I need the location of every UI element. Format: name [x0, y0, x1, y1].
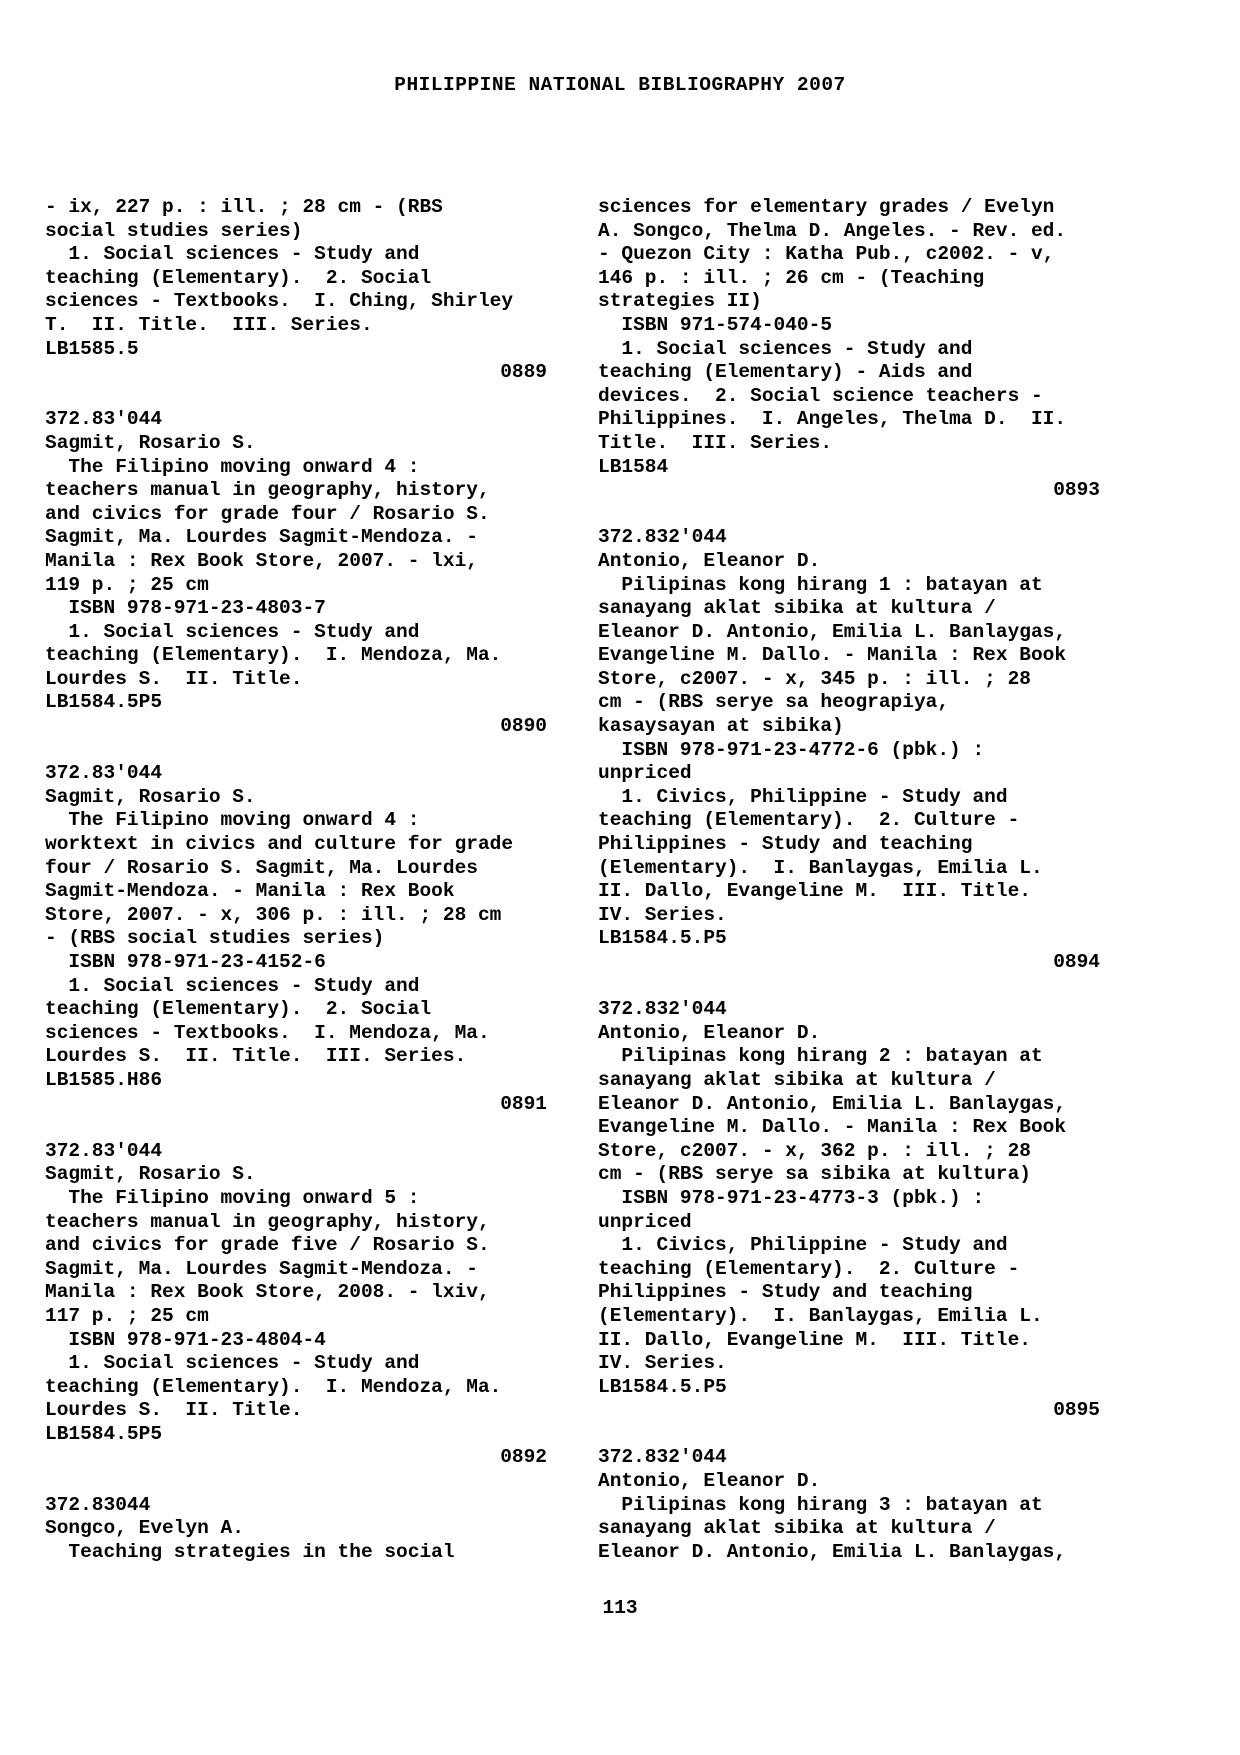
text-line: Pilipinas kong hirang 2 : batayan at	[598, 1045, 1043, 1068]
text-line: Store, 2007. - x, 306 p. : ill. ; 28 cm	[45, 903, 502, 926]
text-line: teaching (Elementary) - Aids and	[598, 361, 973, 384]
text-line: - Quezon City : Katha Pub., c2002. - v,	[598, 243, 1055, 266]
text-line: ISBN 978-971-23-4804-4	[45, 1328, 326, 1351]
text-line: 372.83'044	[45, 762, 163, 785]
text-line: unpriced	[598, 1210, 692, 1233]
text-line: 372.832'044	[598, 526, 727, 549]
text-line: 1. Social sciences - Study and	[45, 974, 420, 997]
text-line: 146 p. : ill. ; 26 cm - (Teaching	[598, 266, 985, 289]
text-line: Sagmit-Mendoza. - Manila : Rex Book	[45, 880, 455, 903]
text-line: 1. Civics, Philippine - Study and	[598, 785, 1008, 808]
text-line: and civics for grade five / Rosario S.	[45, 1234, 490, 1257]
text-line: Philippines - Study and teaching	[598, 833, 973, 856]
text-line: Antonio, Eleanor D.	[598, 1470, 821, 1493]
blank-line	[598, 1423, 1138, 1447]
text-line: Teaching strategies in the social	[45, 1540, 455, 1563]
text-line: 1. Social sciences - Study and	[45, 243, 420, 266]
text-line: sanayang aklat sibika at kultura /	[598, 1517, 996, 1540]
text-line: Sagmit, Ma. Lourdes Sagmit-Mendoza. -	[45, 526, 478, 549]
text-line: Eleanor D. Antonio, Emilia L. Banlaygas,	[598, 1540, 1067, 1563]
text-line: ISBN 978-971-23-4803-7	[45, 597, 326, 620]
entry-number: 0894	[1053, 951, 1100, 973]
text-line: 372.83044	[45, 1493, 151, 1516]
text-line: LB1585.H86	[45, 1068, 163, 1091]
text-line: Pilipinas kong hirang 1 : batayan at	[598, 573, 1043, 596]
page-number: 113	[602, 1597, 638, 1619]
text-line: kasaysayan at sibika)	[598, 715, 844, 738]
text-line: cm - (RBS serye sa sibika at kultura)	[598, 1163, 1031, 1186]
text-line: Manila : Rex Book Store, 2007. - lxi,	[45, 549, 478, 572]
text-line: IV. Series.	[598, 1352, 727, 1375]
text-line: unpriced	[598, 762, 692, 785]
blank-line	[598, 975, 1138, 999]
entry-number: 0890	[500, 715, 547, 738]
text-line: - ix, 227 p. : ill. ; 28 cm - (RBS	[45, 196, 443, 218]
text-line: Philippines - Study and teaching	[598, 1281, 973, 1304]
text-line: teaching (Elementary). I. Mendoza, Ma.	[45, 644, 502, 667]
text-line: sciences for elementary grades / Evelyn	[598, 196, 1055, 218]
text-line: teaching (Elementary). 2. Culture -	[598, 1257, 1020, 1280]
blank-line	[45, 739, 585, 763]
text-line: sanayang aklat sibika at kultura /	[598, 1068, 996, 1091]
text-line: Manila : Rex Book Store, 2008. - lxiv,	[45, 1281, 490, 1304]
text-line: 1. Social sciences - Study and	[45, 1352, 420, 1375]
text-line: LB1584	[598, 455, 669, 478]
text-line: Sagmit, Rosario S.	[45, 1163, 256, 1186]
text-line: Sagmit, Rosario S.	[45, 785, 256, 808]
entry-number: 0895	[1053, 1399, 1100, 1422]
text-line: Antonio, Eleanor D.	[598, 549, 821, 572]
text-line: teachers manual in geography, history,	[45, 479, 490, 502]
text-line: teachers manual in geography, history,	[45, 1210, 490, 1233]
text-line: 119 p. ; 25 cm	[45, 573, 209, 596]
text-line: Eleanor D. Antonio, Emilia L. Banlaygas,	[598, 1092, 1067, 1115]
text-line: Evangeline M. Dallo. - Manila : Rex Book	[598, 1116, 1067, 1139]
text-line: Antonio, Eleanor D.	[598, 1021, 821, 1044]
text-line: Evangeline M. Dallo. - Manila : Rex Book	[598, 644, 1067, 667]
text-line: 372.83'044	[45, 1139, 163, 1162]
text-line: Title. III. Series.	[598, 431, 833, 454]
left-column	[45, 196, 585, 1564]
text-line: and civics for grade four / Rosario S.	[45, 502, 490, 525]
text-line: (Elementary). I. Banlaygas, Emilia L.	[598, 856, 1043, 879]
text-line: four / Rosario S. Sagmit, Ma. Lourdes	[45, 856, 478, 879]
text-line: The Filipino moving onward 5 :	[45, 1186, 420, 1209]
text-line: Pilipinas kong hirang 3 : batayan at	[598, 1493, 1043, 1516]
text-line: 372.832'044	[598, 1446, 727, 1469]
text-line: worktext in civics and culture for grade	[45, 833, 514, 856]
text-line: teaching (Elementary). 2. Social	[45, 998, 432, 1021]
text-line: cm - (RBS serye sa heograpiya,	[598, 691, 950, 714]
text-line: sciences - Textbooks. I. Ching, Shirley	[45, 290, 514, 313]
text-line: Sagmit, Rosario S.	[45, 431, 256, 454]
text-line: 1. Social sciences - Study and	[45, 620, 420, 643]
text-line: ISBN 978-971-23-4152-6	[45, 951, 326, 973]
text-line: 1. Social sciences - Study and	[598, 337, 973, 360]
text-line: teaching (Elementary). 2. Social	[45, 266, 432, 289]
text-line: teaching (Elementary). 2. Culture -	[598, 809, 1020, 832]
text-line: (Elementary). I. Banlaygas, Emilia L.	[598, 1304, 1043, 1327]
text-line: Store, c2007. - x, 345 p. : ill. ; 28	[598, 667, 1031, 690]
text-line: II. Dallo, Evangeline M. III. Title.	[598, 1328, 1031, 1351]
text-line: sanayang aklat sibika at kultura /	[598, 597, 996, 620]
text-line: 1. Civics, Philippine - Study and	[598, 1234, 1008, 1257]
text-line: The Filipino moving onward 4 :	[45, 809, 420, 832]
text-line: ISBN 971-574-040-5	[598, 313, 833, 336]
text-line: The Filipino moving onward 4 :	[45, 455, 420, 478]
entry-number: 0893	[1053, 479, 1100, 502]
text-line: A. Songco, Thelma D. Angeles. - Rev. ed.	[598, 219, 1067, 242]
right-column	[598, 196, 1138, 1564]
blank-line	[598, 503, 1138, 527]
blank-line	[45, 385, 585, 409]
text-line: II. Dallo, Evangeline M. III. Title.	[598, 880, 1031, 903]
entry-number: 0889	[500, 361, 547, 384]
text-line: Philippines. I. Angeles, Thelma D. II.	[598, 408, 1067, 431]
text-line: LB1585.5	[45, 337, 139, 360]
text-line: devices. 2. Social science teachers -	[598, 384, 1043, 407]
entry-number: 0892	[500, 1446, 547, 1469]
text-line: LB1584.5P5	[45, 691, 163, 714]
blank-line	[45, 1470, 585, 1494]
text-line: ISBN 978-971-23-4773-3 (pbk.) :	[598, 1186, 985, 1209]
text-line: Store, c2007. - x, 362 p. : ill. ; 28	[598, 1139, 1031, 1162]
text-line: LB1584.5.P5	[598, 927, 727, 950]
text-line: 372.832'044	[598, 998, 727, 1021]
text-line: LB1584.5.P5	[598, 1375, 727, 1398]
entry-number: 0891	[500, 1092, 547, 1115]
text-line: 372.83'044	[45, 408, 163, 431]
text-line: Songco, Evelyn A.	[45, 1517, 244, 1540]
text-line: strategies II)	[598, 290, 762, 313]
text-line: teaching (Elementary). I. Mendoza, Ma.	[45, 1375, 502, 1398]
page-header: PHILIPPINE NATIONAL BIBLIOGRAPHY 2007	[394, 74, 846, 96]
text-line: Lourdes S. II. Title.	[45, 1399, 303, 1422]
text-line: T. II. Title. III. Series.	[45, 313, 373, 336]
text-line: sciences - Textbooks. I. Mendoza, Ma.	[45, 1021, 490, 1044]
text-line: IV. Series.	[598, 903, 727, 926]
text-line: 117 p. ; 25 cm	[45, 1304, 209, 1327]
text-line: social studies series)	[45, 219, 303, 242]
text-line: Lourdes S. II. Title. III. Series.	[45, 1045, 467, 1068]
text-line: Eleanor D. Antonio, Emilia L. Banlaygas,	[598, 620, 1067, 643]
text-line: ISBN 978-971-23-4772-6 (pbk.) :	[598, 738, 985, 761]
text-line: Lourdes S. II. Title.	[45, 667, 303, 690]
blank-line	[45, 1116, 585, 1140]
text-line: Sagmit, Ma. Lourdes Sagmit-Mendoza. -	[45, 1257, 478, 1280]
text-line: LB1584.5P5	[45, 1422, 163, 1445]
text-line: - (RBS social studies series)	[45, 927, 385, 950]
